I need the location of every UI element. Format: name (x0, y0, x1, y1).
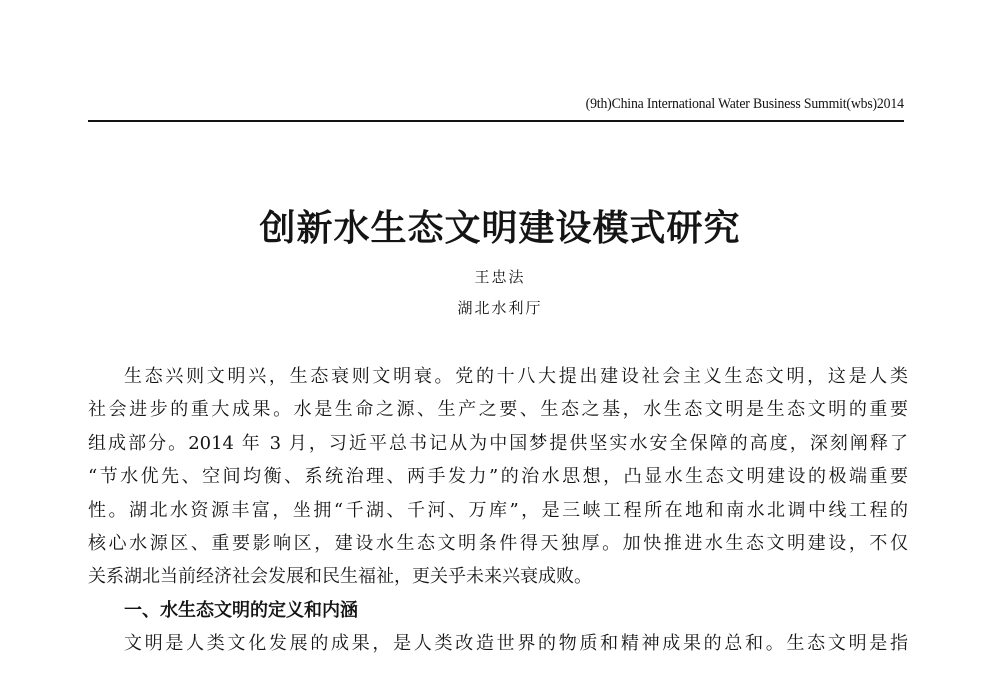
article-author: 王忠法 (474, 268, 526, 286)
header-rule (88, 120, 904, 122)
article-affiliation: 湖北水利厅 (457, 299, 543, 317)
body-line: “节水优先、空间均衡、系统治理、两手发力”的治水思想，凸显水生态文明建设的极端重要 (88, 466, 908, 488)
body-line: 组成部分。2014 年 3 月，习近平总书记从为中国梦提供坚实水安全保障的高度，深刻阐释了 (88, 432, 908, 454)
section-heading: 一、水生态文明的定义和内涵 (124, 599, 358, 621)
body-line: 核心水源区、重要影响区，建设水生态文明条件得天独厚。加快推进水生态文明建设，不仅 (88, 532, 908, 554)
article-body (88, 360, 908, 661)
body-line: 性。湖北水资源丰富，坐拥“千湖、千河、万库”，是三峡工程所在地和南水北调中线工程的 (88, 499, 908, 521)
body-line: 关系湖北当前经济社会发展和民生福祉，更关乎未来兴衰成败。 (88, 566, 592, 588)
running-header: (9th)China International Water Business Summit(wbs)2014 (585, 96, 904, 112)
body-line: 社会进步的重大成果。水是生命之源、生产之要、生态之基，水生态文明是生态文明的重要 (88, 399, 908, 421)
article-title: 创新水生态文明建设模式研究 (259, 208, 741, 249)
body-line: 文明是人类文化发展的成果，是人类改造世界的物质和精神成果的总和。生态文明是指 (124, 633, 908, 655)
body-line: 生态兴则文明兴，生态衰则文明衰。党的十八大提出建设社会主义生态文明，这是人类 (124, 366, 908, 387)
